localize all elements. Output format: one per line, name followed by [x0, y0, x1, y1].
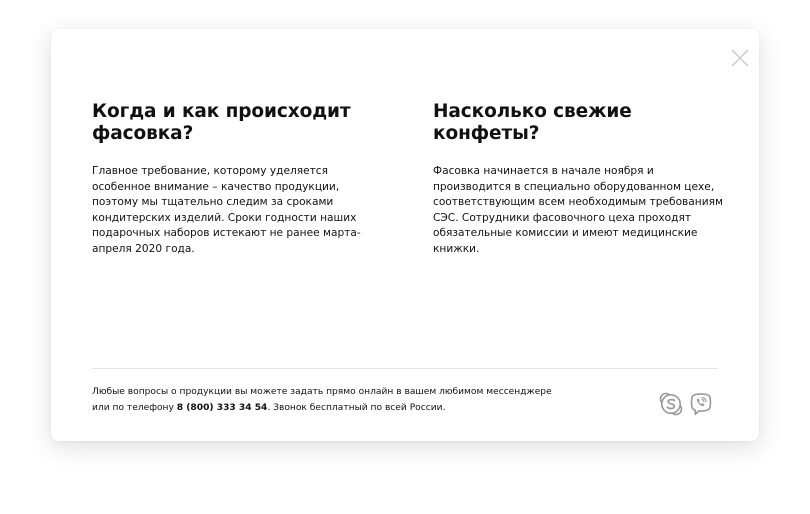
contact-text-outro: . Звонок бесплатный по всей России.: [267, 402, 446, 413]
faq-packing-section: [92, 101, 382, 255]
phone-number[interactable]: 8 (800) 333 34 54: [176, 402, 268, 413]
viber-button[interactable]: [688, 391, 714, 417]
faq-freshness-text: Фасовка начинается в начале ноября и производится в специально оборудованном цехе, соответствующим всем необходимым требованиям СЭС. Сотрудники фасовочного цеха проходят обязательные комиссии и имеют медицинские книжки.: [433, 165, 723, 255]
skype-icon: [658, 391, 684, 417]
faq-packing-text: Главное требование, которому уделяется особенное внимание – качество продукции, поэтому мы тщательно следим за сроками кондитерских изделий. Сроки годности наших подарочных наборов истекают не ранее марта-апреля 2020 года.: [92, 165, 361, 255]
faq-freshness-title: Насколько свежие конфеты?: [433, 101, 632, 144]
contact-text-intro: Любые вопросы о продукции вы можете задать прямо онлайн в вашем любимом мессенджере или по телефону: [92, 387, 552, 413]
faq-modal: [51, 29, 759, 441]
messenger-links: [658, 391, 714, 417]
divider: [92, 368, 718, 369]
close-icon: [731, 49, 749, 67]
contact-info: [92, 385, 562, 416]
skype-button[interactable]: [658, 391, 684, 417]
faq-packing-title: Когда и как происходит фасовка?: [92, 101, 351, 144]
faq-freshness-section: [433, 101, 733, 255]
close-button[interactable]: [731, 49, 749, 67]
viber-icon: [688, 391, 714, 417]
